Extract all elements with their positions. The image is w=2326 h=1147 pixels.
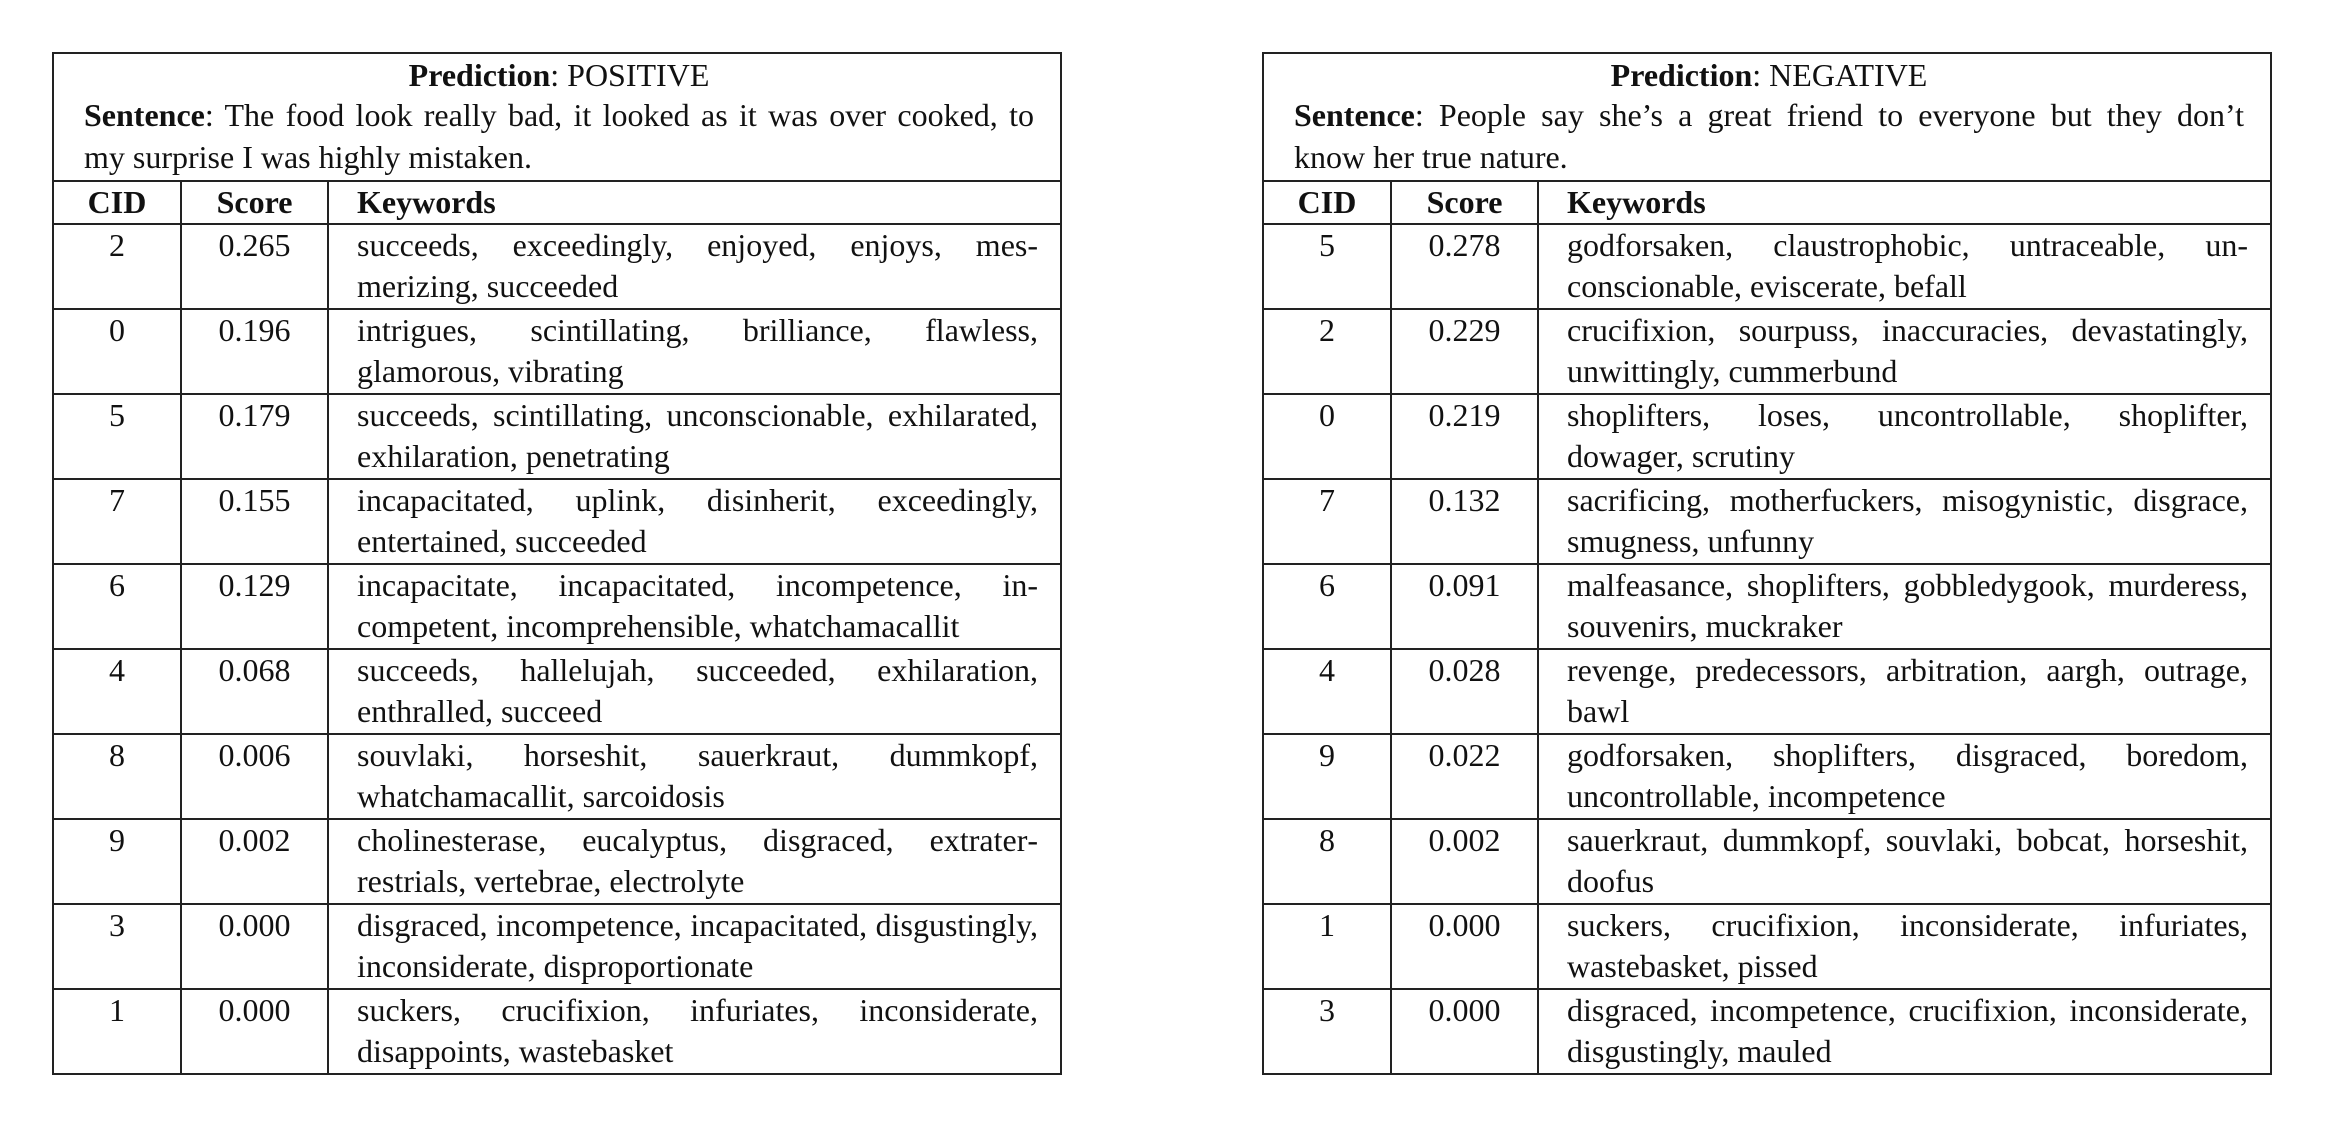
table-row	[54, 309, 1060, 394]
prediction-line	[84, 54, 1034, 94]
cid-cell: 6	[54, 564, 181, 649]
keywords-cell: sauerkraut, dummkopf, souvlaki, bobcat, horseshit, doofus	[1538, 819, 2270, 904]
cid-cell: 5	[54, 394, 181, 479]
prediction-label: Prediction	[1610, 57, 1753, 93]
cluster-table	[54, 182, 1060, 1073]
table-row	[1264, 394, 2270, 479]
cid-cell: 7	[54, 479, 181, 564]
table-row	[1264, 989, 2270, 1073]
cid-cell: 1	[54, 989, 181, 1073]
keywords-cell: suckers, crucifixion, infuriates, inconsiderate, disappoints, wastebasket	[357, 992, 1038, 1069]
keywords-header: Keywords	[1538, 182, 2270, 224]
keywords-cell: shoplifters, loses, uncontrollable, shoplifter, dowager, scrutiny	[1538, 394, 2270, 479]
prediction-label: Prediction	[408, 57, 551, 93]
table-row	[54, 989, 1060, 1073]
table-row	[1264, 904, 2270, 989]
score-cell: 0.002	[181, 819, 328, 904]
keywords-cell: disgraced, incompetence, incapacitated, disgustingly, inconsiderate, disproportionate	[328, 904, 1060, 989]
score-cell: 0.219	[1391, 394, 1538, 479]
keywords-cell: succeeds, hallelujah, succeeded, exhilaration, enthralled, succeed	[328, 649, 1060, 734]
keywords-cell: cholinesterase, eucalyptus, disgraced, extraterrestrials, vertebrae, electrolyte	[328, 819, 1060, 904]
table-row	[1264, 309, 2270, 394]
cid-cell: 4	[54, 649, 181, 734]
sentence-line	[84, 94, 1034, 180]
table-row	[54, 394, 1060, 479]
column-header-row	[54, 182, 1060, 224]
cid-cell: 2	[54, 224, 181, 309]
keywords-cell: disgraced, incompetence, crucifixion, inconsiderate, disgustingly, mauled	[1567, 992, 2248, 1069]
cid-cell: 0	[54, 309, 181, 394]
keywords-cell: revenge, predecessors, arbitration, aargh, outrage, bawl	[1538, 649, 2270, 734]
table-row	[54, 819, 1060, 904]
score-header: Score	[1391, 182, 1538, 224]
score-cell: 0.265	[181, 224, 328, 309]
cid-cell: 0	[1264, 394, 1391, 479]
keywords-cell: suckers, crucifixion, inconsiderate, infuriates, wastebasket, pissed	[1538, 904, 2270, 989]
sentence-text: : People say she’s a great friend to everyone but they don’t know her true nature.	[1294, 97, 2244, 175]
table-row	[1264, 734, 2270, 819]
prediction-line	[1294, 54, 2244, 94]
column-header-row	[1264, 182, 2270, 224]
cid-cell: 2	[1264, 309, 1391, 394]
prediction-value: : POSITIVE	[550, 57, 710, 93]
keywords-cell: godforsaken, claustrophobic, untraceable, unconscionable, eviscerate, befall	[1538, 224, 2270, 309]
cid-cell: 9	[1264, 734, 1391, 819]
keywords-cell: intrigues, scintillating, brilliance, flawless, glamorous, vibrating	[328, 309, 1060, 394]
cid-header: CID	[54, 182, 181, 224]
prediction-value: : NEGATIVE	[1752, 57, 1928, 93]
cid-cell: 4	[1264, 649, 1391, 734]
keywords-cell: godforsaken, shoplifters, disgraced, boredom, uncontrollable, incompetence	[1538, 734, 2270, 819]
cid-cell: 9	[54, 819, 181, 904]
keywords-cell: malfeasance, shoplifters, gobbledygook, murderess, souvenirs, muckraker	[1538, 564, 2270, 649]
cid-cell: 3	[1264, 989, 1391, 1073]
score-cell: 0.091	[1391, 564, 1538, 649]
sentence-line	[1294, 94, 2244, 180]
table-row	[54, 649, 1060, 734]
score-cell: 0.028	[1391, 649, 1538, 734]
table-row	[1264, 649, 2270, 734]
score-cell: 0.000	[181, 989, 328, 1073]
table-row	[54, 564, 1060, 649]
table-row	[1264, 564, 2270, 649]
table-header-block	[54, 54, 1060, 182]
score-cell: 0.155	[181, 479, 328, 564]
table-header-block	[1264, 54, 2270, 182]
score-header: Score	[181, 182, 328, 224]
cid-cell: 6	[1264, 564, 1391, 649]
score-cell: 0.278	[1391, 224, 1538, 309]
table-row	[1264, 819, 2270, 904]
keywords-cell: sacrificing, motherfuckers, misogynistic, disgrace, smugness, unfunny	[1538, 479, 2270, 564]
score-cell: 0.000	[181, 904, 328, 989]
cid-cell: 7	[1264, 479, 1391, 564]
keywords-header: Keywords	[328, 182, 1060, 224]
cid-cell: 5	[1264, 224, 1391, 309]
negative-example-table	[1262, 52, 2272, 1075]
keywords-cell: souvlaki, horseshit, sauerkraut, dummkopf, whatchamacallit, sarcoidosis	[328, 734, 1060, 819]
score-cell: 0.068	[181, 649, 328, 734]
score-cell: 0.179	[181, 394, 328, 479]
cid-cell: 8	[1264, 819, 1391, 904]
sentence-label: Sentence	[84, 97, 205, 133]
table-row	[54, 479, 1060, 564]
keywords-cell: succeeds, exceedingly, enjoyed, enjoys, mesmerizing, succeeded	[328, 224, 1060, 309]
score-cell: 0.132	[1391, 479, 1538, 564]
cid-cell: 1	[1264, 904, 1391, 989]
table-row	[54, 224, 1060, 309]
cluster-table	[1264, 182, 2270, 1073]
sentence-text: : The food look really bad, it looked as it was over cooked, to my surprise I was highly mistaken.	[84, 97, 1034, 175]
score-cell: 0.006	[181, 734, 328, 819]
score-cell: 0.129	[181, 564, 328, 649]
table-row	[54, 904, 1060, 989]
keywords-cell: incapacitated, uplink, disinherit, exceedingly, entertained, succeeded	[328, 479, 1060, 564]
keywords-cell: incapacitate, incapacitated, incompetence, incompetent, incomprehensible, whatchamacallit	[328, 564, 1060, 649]
score-cell: 0.000	[1391, 989, 1538, 1073]
score-cell: 0.002	[1391, 819, 1538, 904]
keywords-cell: crucifixion, sourpuss, inaccuracies, devastatingly, unwittingly, cummerbund	[1538, 309, 2270, 394]
score-cell: 0.196	[181, 309, 328, 394]
keywords-cell: succeeds, scintillating, unconscionable, exhilarated, exhilaration, penetrating	[328, 394, 1060, 479]
table-row	[1264, 224, 2270, 309]
score-cell: 0.022	[1391, 734, 1538, 819]
cid-header: CID	[1264, 182, 1391, 224]
cid-cell: 3	[54, 904, 181, 989]
table-row	[1264, 479, 2270, 564]
score-cell: 0.000	[1391, 904, 1538, 989]
cid-cell: 8	[54, 734, 181, 819]
positive-example-table	[52, 52, 1062, 1075]
score-cell: 0.229	[1391, 309, 1538, 394]
table-row	[54, 734, 1060, 819]
sentence-label: Sentence	[1294, 97, 1415, 133]
